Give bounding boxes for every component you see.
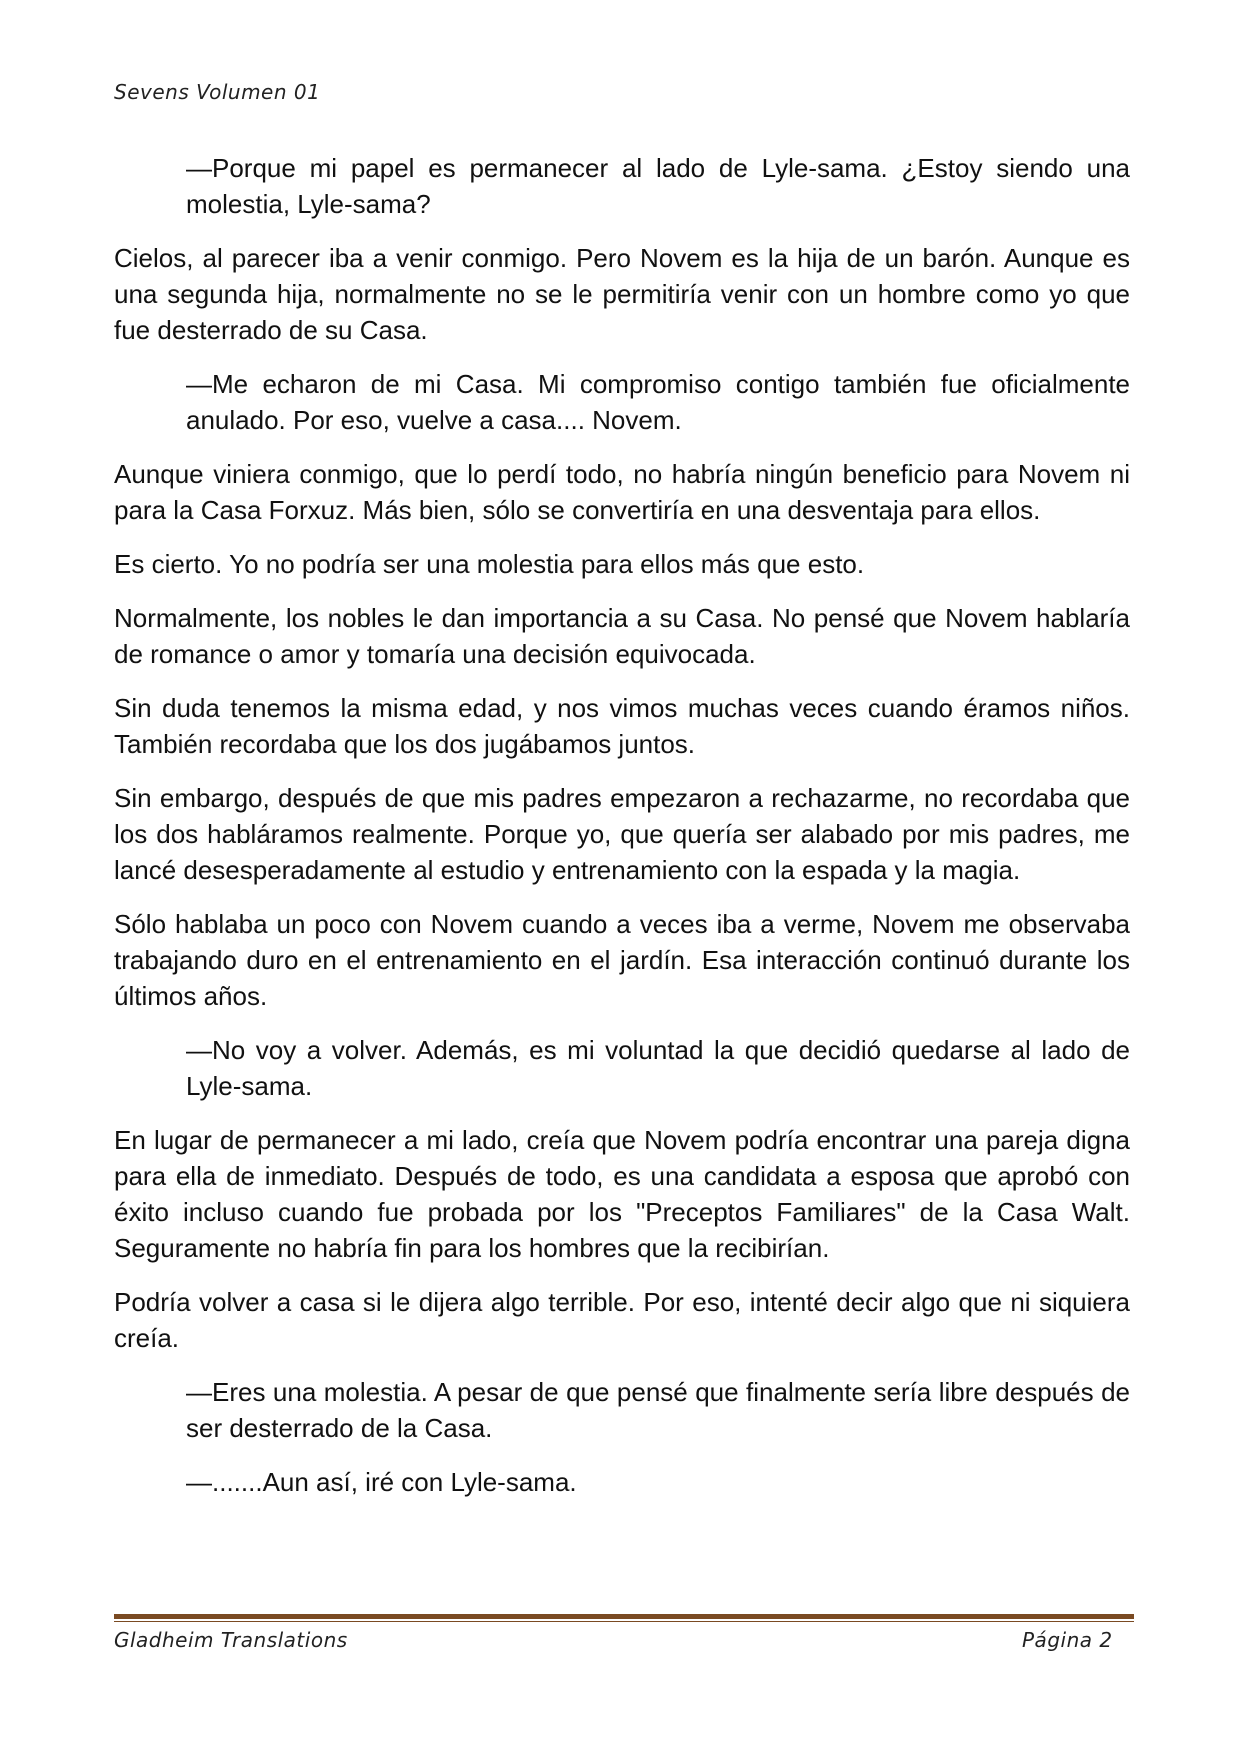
paragraph-dialogue: —Porque mi papel es permanecer al lado de Lyle-sama. ¿Estoy siendo una molestia, Lyle-sama? [186, 153, 1130, 219]
page-body [114, 150, 1130, 1518]
paragraph-narration: Sólo hablaba un poco con Novem cuando a veces iba a verme, Novem me observaba trabajando duro en el entrenamiento en el jardín. Esa interacción continuó durante los últimos años. [114, 909, 1130, 1011]
paragraph-narration: Es cierto. Yo no podría ser una molestia para ellos más que esto. [114, 549, 865, 579]
paragraph-narration: Normalmente, los nobles le dan importancia a su Casa. No pensé que Novem hablaría de romance o amor y tomaría una decisión equivocada. [114, 603, 1130, 669]
paragraph-narration: Aunque viniera conmigo, que lo perdí todo, no habría ningún beneficio para Novem ni para la Casa Forxuz. Más bien, sólo se convertiría en una desventaja para ellos. [114, 459, 1130, 525]
paragraph-narration: En lugar de permanecer a mi lado, creía que Novem podría encontrar una pareja digna para ella de inmediato. Después de todo, es una candidata a esposa que aprobó con éxito incluso cuando fue probada por los "Preceptos Familiares" de la Casa Walt. Seguramente no habría fin para los hombres que la recibirían. [114, 1125, 1130, 1263]
paragraph-narration: Sin duda tenemos la misma edad, y nos vimos muchas veces cuando éramos niños. También recordaba que los dos jugábamos juntos. [114, 693, 1130, 759]
paragraph-dialogue: —No voy a volver. Además, es mi voluntad la que decidió quedarse al lado de Lyle-sama. [186, 1035, 1130, 1101]
paragraph-dialogue: —Eres una molestia. A pesar de que pensé que finalmente sería libre después de ser desterrado de la Casa. [186, 1377, 1130, 1443]
paragraph-narration: Podría volver a casa si le dijera algo terrible. Por eso, intenté decir algo que ni siquiera creía. [114, 1287, 1130, 1353]
paragraph-dialogue: —Me echaron de mi Casa. Mi compromiso contigo también fue oficialmente anulado. Por eso, vuelve a casa.... Novem. [186, 369, 1130, 435]
paragraph-narration: Sin embargo, después de que mis padres empezaron a rechazarme, no recordaba que los dos habláramos realmente. Porque yo, que quería ser alabado por mis padres, me lancé desesperadamente al estudio y entrenamiento con la espada y la magia. [114, 783, 1130, 885]
paragraph-dialogue: —.......Aun así, iré con Lyle-sama. [186, 1467, 577, 1497]
paragraph-narration: Cielos, al parecer iba a venir conmigo. Pero Novem es la hija de un barón. Aunque es una segunda hija, normalmente no se le permitiría venir con un hombre como yo que fue desterrado de su Casa. [114, 243, 1130, 345]
footer-publisher: Gladheim Translations [114, 1628, 348, 1652]
footer-page-number: Página 2 [1022, 1628, 1113, 1652]
header-title: Sevens Volumen 01 [114, 80, 321, 104]
footer-divider [114, 1614, 1134, 1622]
